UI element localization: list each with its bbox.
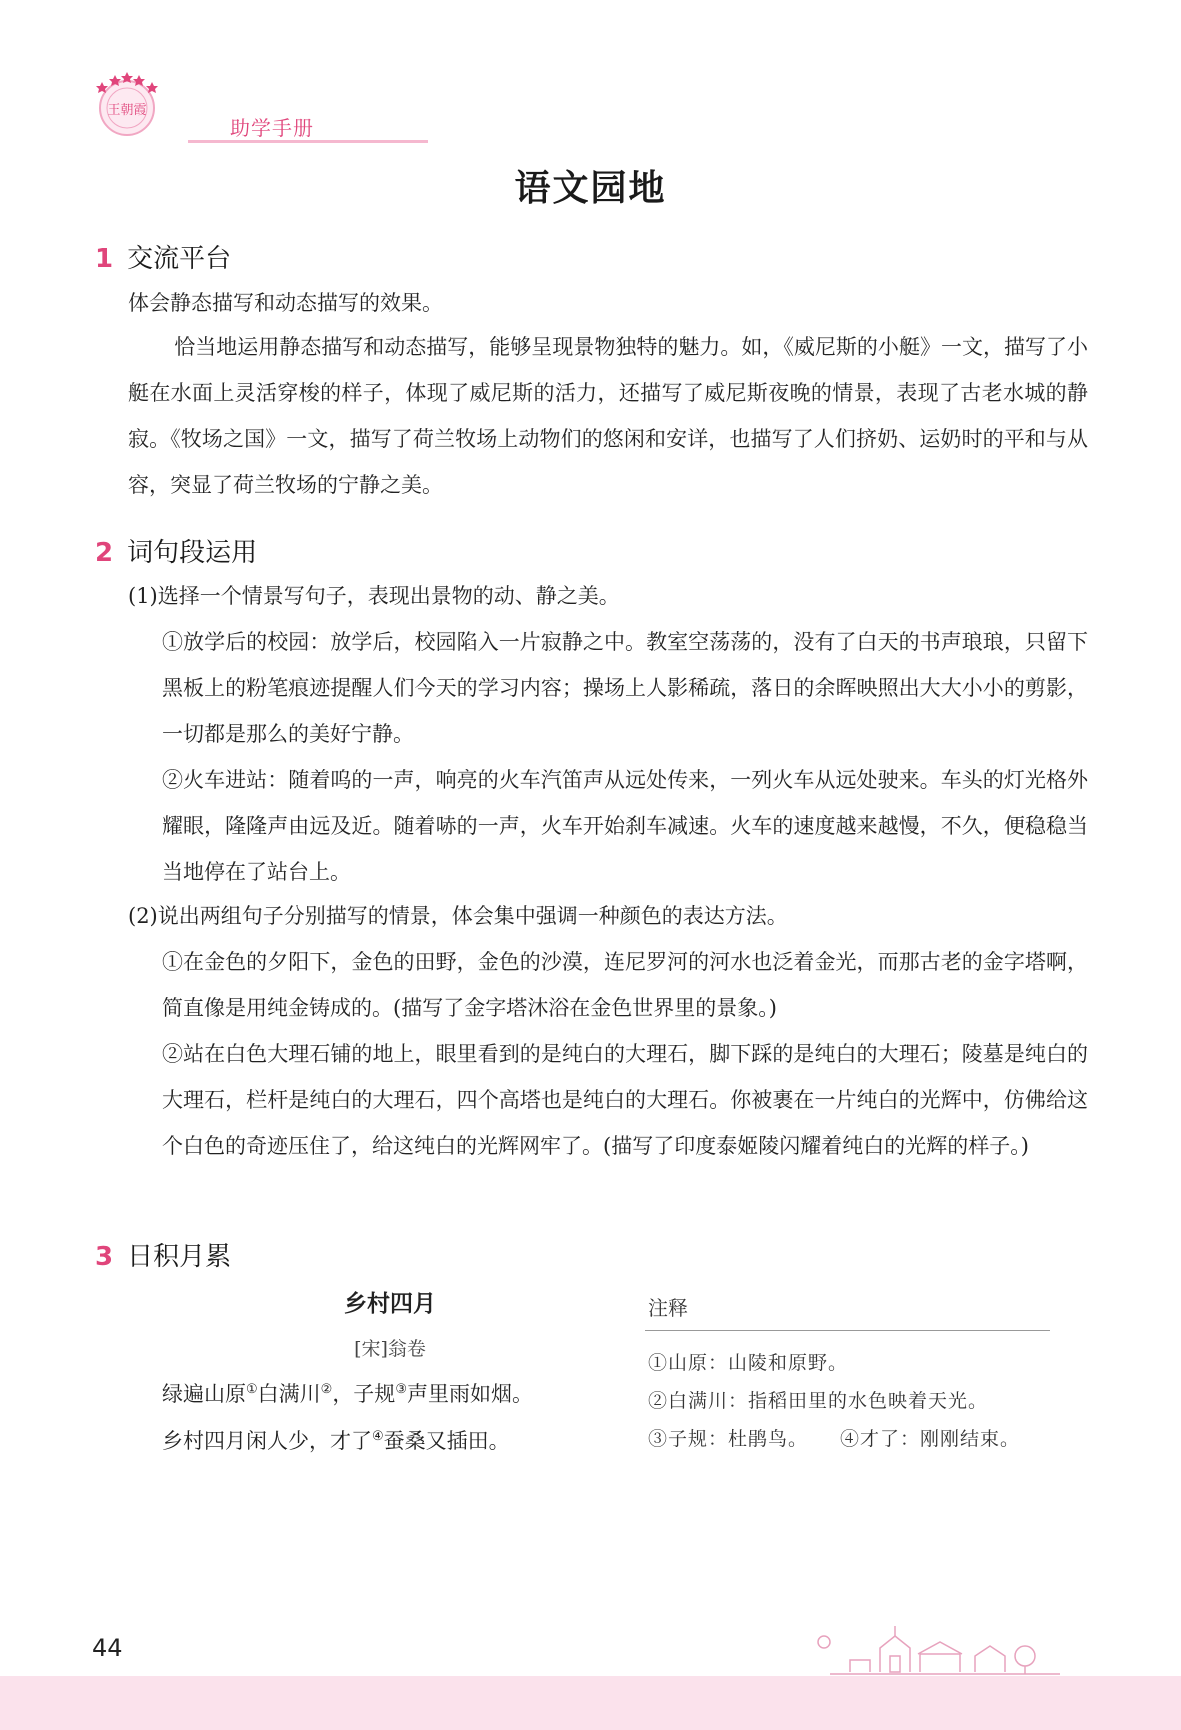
note-marker: ④ bbox=[372, 1429, 384, 1444]
part-2-item-2: ②站在白色大理石铺的地上，眼里看到的是纯白的大理石，脚下踩的是纯白的大理石；陵墓是纯白的大理石，栏杆是纯白的大理石，四个高塔也是纯白的大理石。你被裹在一片纯白的光辉中，仿佛给这个白色的奇迹压住了，给这纯白的光辉网牢了。(描写了印度泰姬陵闪耀着纯白的光辉的样子。) bbox=[162, 1042, 1088, 1158]
note-item: ③子规：杜鹃鸟。 bbox=[648, 1428, 809, 1450]
footer-band bbox=[0, 1676, 1181, 1730]
note-row bbox=[648, 1424, 1020, 1451]
part-2-item-1: ①在金色的夕阳下，金色的田野，金色的沙漠，连尼罗河的河水也泛着金光，而那古老的金字塔啊，简直像是用纯金铸成的。(描写了金字塔沐浴在金色世界里的景象。) bbox=[162, 950, 1088, 1020]
section-1-paragraph: 恰当地运用静态描写和动态描写，能够呈现景物独特的魅力。如，《威尼斯的小艇》一文，描写了小艇在水面上灵活穿梭的样子，体现了威尼斯的活力，还描写了威尼斯夜晚的情景，表现了古老水城的静寂。《牧场之国》一文，描写了荷兰牧场上动物们的悠闲和安详，也描写了人们挤奶、运奶时的平和与从容，突显了荷兰牧场的宁静之美。 bbox=[128, 335, 1088, 497]
poem-text: 声里雨如烟。 bbox=[406, 1382, 533, 1406]
part-1-item-2: ②火车进站：随着呜的一声，响亮的火车汽笛声从远处传来，一列火车从远处驶来。车头的灯光格外耀眼，隆隆声由远及近。随着哧的一声，火车开始刹车减速。火车的速度越来越慢，不久，便稳稳当当地停在了站台上。 bbox=[162, 768, 1088, 884]
section-title: 日积月累 bbox=[127, 1242, 232, 1272]
section-number: 1 bbox=[95, 244, 114, 274]
part-1-item-1: ①放学后的校园：放学后，校园陷入一片寂静之中。教室空荡荡的，没有了白天的书声琅琅，只留下黑板上的粉笔痕迹提醒人们今天的学习内容；操场上人影稀疏，落日的余晖映照出大大小小的剪影，一切都是那么的美好宁静。 bbox=[162, 630, 1088, 746]
section-number: 2 bbox=[95, 538, 114, 568]
poem-text: 绿遍山原 bbox=[162, 1382, 246, 1406]
poem-text: 白满川 bbox=[257, 1382, 321, 1406]
part-2-prompt: (2)说出两组句子分别描写的情景，体会集中强调一种颜色的表达方法。 bbox=[128, 904, 788, 928]
section-title: 词句段运用 bbox=[127, 538, 258, 568]
poem-text: 乡村四月闲人少，才了 bbox=[162, 1429, 372, 1453]
note-item: ②白满川：指稻田里的水色映着天光。 bbox=[648, 1390, 989, 1412]
brand-logo-icon bbox=[92, 70, 162, 140]
poem-text: 蚕桑又插田。 bbox=[383, 1429, 510, 1453]
house-illustration-icon bbox=[810, 1612, 1080, 1682]
poem-text: ，子规 bbox=[332, 1382, 396, 1406]
page-title: 语文园地 bbox=[514, 168, 667, 209]
part-1-prompt: (1)选择一个情景写句子，表现出景物的动、静之美。 bbox=[128, 584, 620, 608]
note-marker: ③ bbox=[395, 1382, 407, 1397]
poem-title: 乡村四月 bbox=[344, 1291, 436, 1317]
poem-line-1 bbox=[162, 1378, 533, 1408]
section-2-heading bbox=[95, 532, 257, 569]
poem-line-2 bbox=[162, 1425, 510, 1455]
note-marker: ② bbox=[320, 1382, 333, 1397]
brand-label: 助学手册 bbox=[230, 116, 314, 140]
section-1-intro: 体会静态描写和动态描写的效果。 bbox=[128, 291, 443, 315]
header bbox=[92, 70, 342, 150]
note-marker: ① bbox=[246, 1382, 258, 1397]
note-item: ④才了：刚刚结束。 bbox=[840, 1428, 1021, 1450]
section-title: 交流平台 bbox=[127, 244, 232, 274]
svg-text:王朝霞: 王朝霞 bbox=[107, 103, 147, 118]
section-number: 3 bbox=[95, 1242, 114, 1272]
notes-title: 注释 bbox=[648, 1296, 688, 1320]
poem-author: [宋]翁卷 bbox=[354, 1338, 426, 1360]
notes-divider bbox=[645, 1330, 1050, 1331]
section-3-heading bbox=[95, 1236, 231, 1273]
section-1-heading bbox=[95, 238, 231, 275]
page-number: 44 bbox=[92, 1634, 123, 1662]
note-item: ①山原：山陵和原野。 bbox=[648, 1352, 849, 1374]
